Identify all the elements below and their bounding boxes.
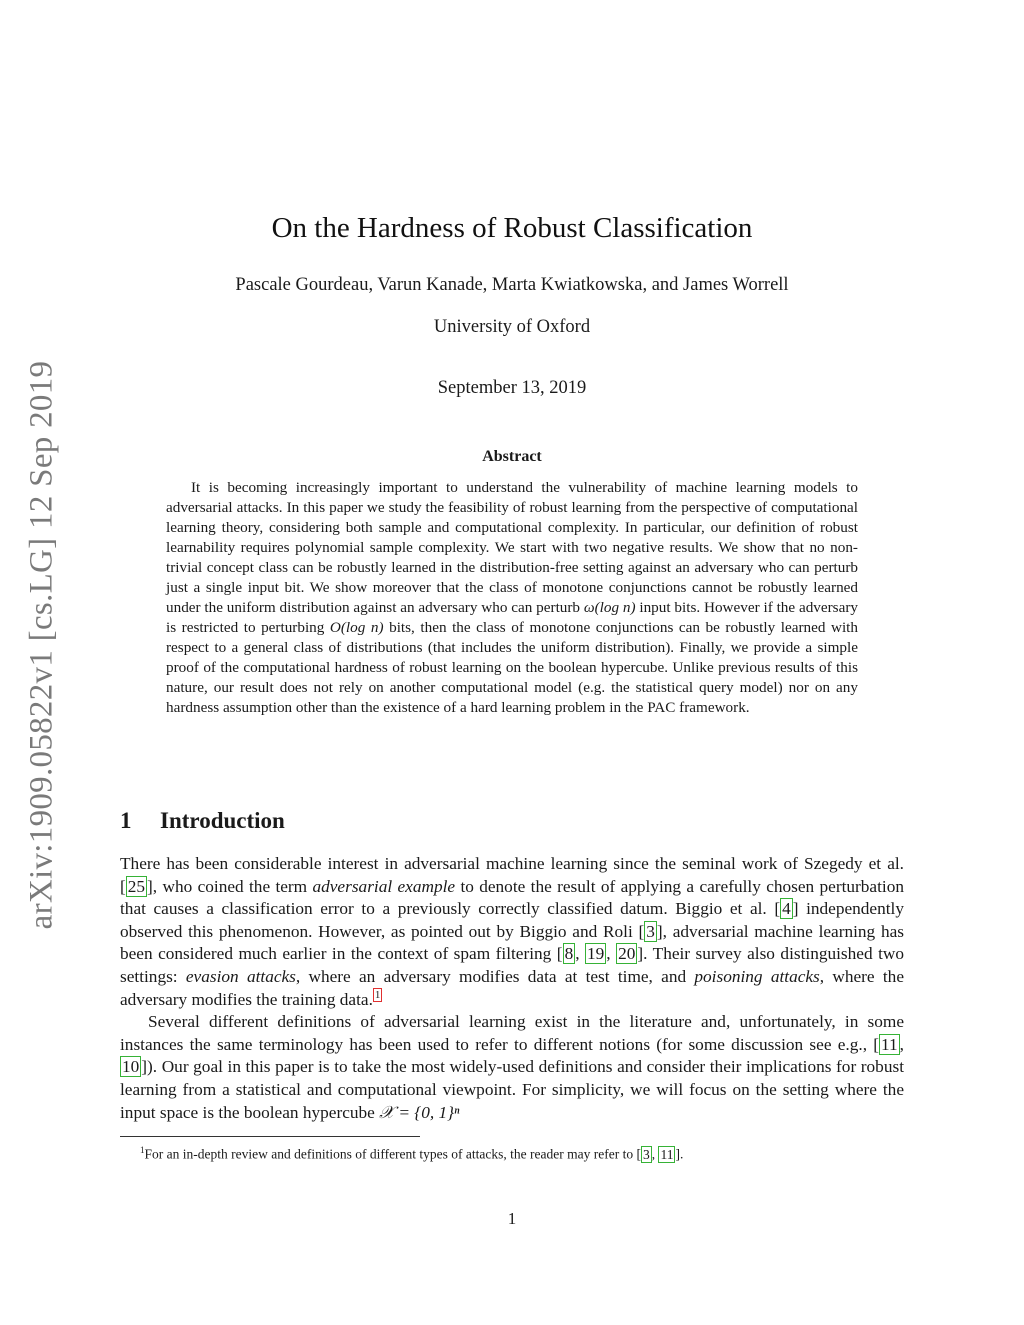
text: ]). Our goal in this paper is to take the most widely-used definitions and consider their implications for robust learning from a statistical and computational viewpoint. For simplicity, we will focus on the setting where the input space is the boolean hypercube [120,1057,904,1122]
text: , [899,1034,904,1054]
term-adversarial-example: adversarial example [312,876,456,896]
section-number: 1 [120,808,132,833]
text: ]. [675,1146,684,1162]
section-title: Introduction [160,808,285,833]
abstract-heading: Abstract [482,448,542,465]
citation-19[interactable]: 19 [587,944,605,964]
text: to denote the result of applying a carefully chosen perturbation that causes a classification error to a previously correctly classified datum. Biggio et al. [ [120,876,904,919]
citation-25[interactable]: 25 [127,876,146,896]
text: , [575,944,586,964]
text: ] independently observed this phenomenon. However, as pointed out by Biggio and Roli [ [120,899,904,941]
arxiv-identifier[interactable]: arXiv:1909.05822v1 [cs.LG] 12 Sep 2019 [23,360,60,930]
publication-date: September 13, 2019 [437,378,587,398]
text: For an in-depth review and definitions of different types of attacks, the reader may refer to [ [144,1146,641,1162]
author-list: Pascale Gourdeau, Varun Kanade, Marta Kwiatkowska, and James Worrell [235,275,789,295]
text: , where the adversary modifies the training data. [120,966,904,1009]
text: Several different definitions of adversarial learning exist in the literature and, unfortunately, in some instances the same terminology has been used to refer to different notions (for some discussion see e.g., [ [120,1012,904,1054]
paper-title: On the Hardness of Robust Classification [271,212,753,244]
text: There has been considerable interest in adversarial machine learning since the seminal work of Szegedy et al. [ [120,854,904,896]
citation-11[interactable]: 11 [660,1146,674,1162]
term-evasion-attacks: evasion attacks [185,966,296,986]
text: , where an adversary modifies data at test time, and [295,966,695,986]
footnote-divider [120,1136,420,1137]
hypercube-math: 𝒳 = {0, 1}ⁿ [379,1102,460,1122]
footnote-mark: 1 [140,1145,145,1155]
citation-8[interactable]: 8 [564,944,574,964]
intro-paragraph-2 [120,1011,904,1124]
citation-3[interactable]: 3 [646,921,655,941]
text: ]. Their survey also distinguished two settings: [120,944,905,986]
introduction-body [120,853,904,1124]
footnote-1 [140,1141,920,1164]
text: ], adversarial machine learning has been considered much earlier in the context of spam filtering [ [120,921,904,964]
term-poisoning-attacks: poisoning attacks [694,966,820,986]
citation-20[interactable]: 20 [618,944,636,964]
abstract-text-3: bits, then the class of monotone conjunctions can be robustly learned with respect to a general class of distributions (that includes the uniform distribution). Finally, we provide a simple proof of the computational hardness of robust learning on the boolean hypercube. Unlike previous results of this nature, our result does not rely on another computational model (e.g. the statistical query model) nor on any hardness assumption other than the existence of a hard learning problem in the PAC framework. [166,619,858,716]
big-o-log-n: O(log n) [329,619,384,636]
intro-paragraph-1 [120,853,904,1011]
citation-11[interactable]: 11 [881,1034,898,1054]
abstract-text-1: It is becoming increasingly important to understand the vulnerability of machine learning models to adversarial attacks. In this paper we study the feasibility of robust learning from the perspective of computational learning theory, considering both sample and computational complexity. In particular, our definition of robust learnability requires polynomial sample complexity. We start with two negative results. We show that no non-trivial concept class can be robustly learned in the distribution-free setting against an adversary who can perturb just a single input bit. We show moreover that the class of monotone conjunctions cannot be robustly learned under the uniform distribution against an adversary who can perturb [166,479,858,616]
text: ], who coined the term [147,876,313,896]
footnote-ref-1[interactable]: 1 [374,988,381,1001]
citation-4[interactable]: 4 [782,899,791,919]
text: , [651,1146,659,1162]
omega-log-n: ω(log n) [583,599,636,616]
text: , [606,944,617,964]
page-number: 1 [507,1209,517,1228]
abstract-text-2: input bits. However if the adversary is restricted to perturbing [166,599,858,636]
citation-10[interactable]: 10 [122,1057,140,1077]
affiliation: University of Oxford [433,317,591,337]
section-heading [120,808,285,834]
abstract-body [166,478,858,718]
citation-3[interactable]: 3 [642,1146,650,1162]
